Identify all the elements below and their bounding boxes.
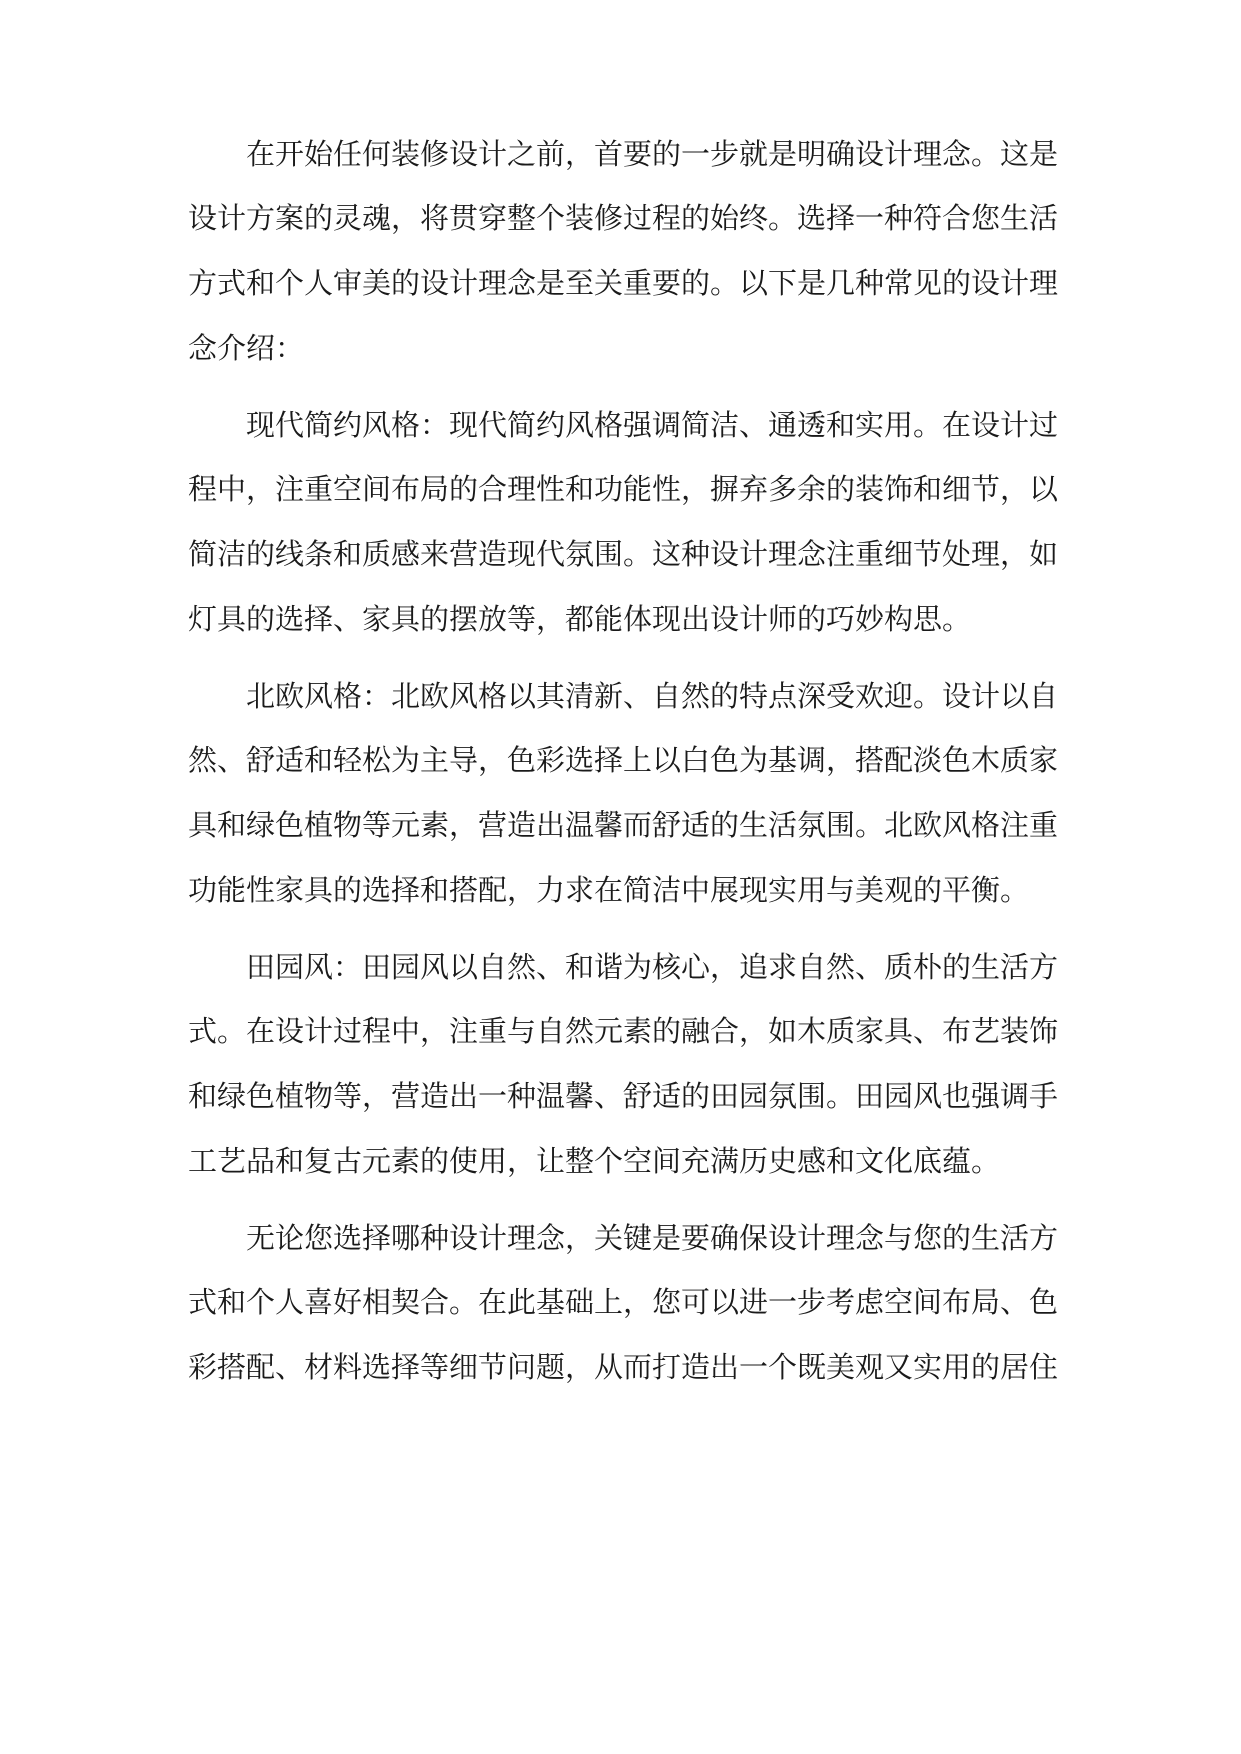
paragraph-5-line-3: 彩搭配、材料选择等细节问题，从而打造出一个既美观又实用的居住 bbox=[188, 1350, 1059, 1384]
paragraph-1-line-4: 念介绍： bbox=[188, 331, 305, 365]
paragraph-2-line-3: 简洁的线条和质感来营造现代氛围。这种设计理念注重细节处理，如 bbox=[188, 537, 1059, 571]
paragraph-2-line-1: 现代简约风格：现代简约风格强调简洁、通透和实用。在设计过 bbox=[246, 408, 1059, 442]
paragraph-3-line-1: 北欧风格：北欧风格以其清新、自然的特点深受欢迎。设计以自 bbox=[246, 679, 1059, 713]
paragraph-5-line-2: 式和个人喜好相契合。在此基础上，您可以进一步考虑空间布局、色 bbox=[188, 1285, 1059, 1319]
paragraph-4-line-1: 田园风：田园风以自然、和谐为核心，追求自然、质朴的生活方 bbox=[246, 950, 1059, 984]
paragraph-3-line-3: 具和绿色植物等元素，营造出温馨而舒适的生活氛围。北欧风格注重 bbox=[188, 808, 1059, 842]
paragraph-4-line-3: 和绿色植物等，营造出一种温馨、舒适的田园氛围。田园风也强调手 bbox=[188, 1079, 1059, 1113]
paragraph-2-line-4: 灯具的选择、家具的摆放等，都能体现出设计师的巧妙构思。 bbox=[188, 602, 972, 636]
paragraph-3-line-4: 功能性家具的选择和搭配，力求在简洁中展现实用与美观的平衡。 bbox=[188, 873, 1030, 907]
paragraph-4-line-2: 式。在设计过程中，注重与自然元素的融合，如木质家具、布艺装饰 bbox=[188, 1014, 1059, 1048]
paragraph-4-line-4: 工艺品和复古元素的使用，让整个空间充满历史感和文化底蕴。 bbox=[188, 1144, 1001, 1178]
paragraph-2-line-2: 程中，注重空间布局的合理性和功能性，摒弃多余的装饰和细节，以 bbox=[188, 472, 1059, 506]
paragraph-3-line-2: 然、舒适和轻松为主导，色彩选择上以白色为基调，搭配淡色木质家 bbox=[188, 743, 1059, 777]
paragraph-1-line-3: 方式和个人审美的设计理念是至关重要的。以下是几种常见的设计理 bbox=[188, 266, 1059, 300]
paragraph-5-line-1: 无论您选择哪种设计理念，关键是要确保设计理念与您的生活方 bbox=[246, 1221, 1059, 1255]
paragraph-1-line-1: 在开始任何装修设计之前，首要的一步就是明确设计理念。这是 bbox=[246, 137, 1059, 171]
paragraph-1-line-2: 设计方案的灵魂，将贯穿整个装修过程的始终。选择一种符合您生活 bbox=[188, 201, 1059, 235]
